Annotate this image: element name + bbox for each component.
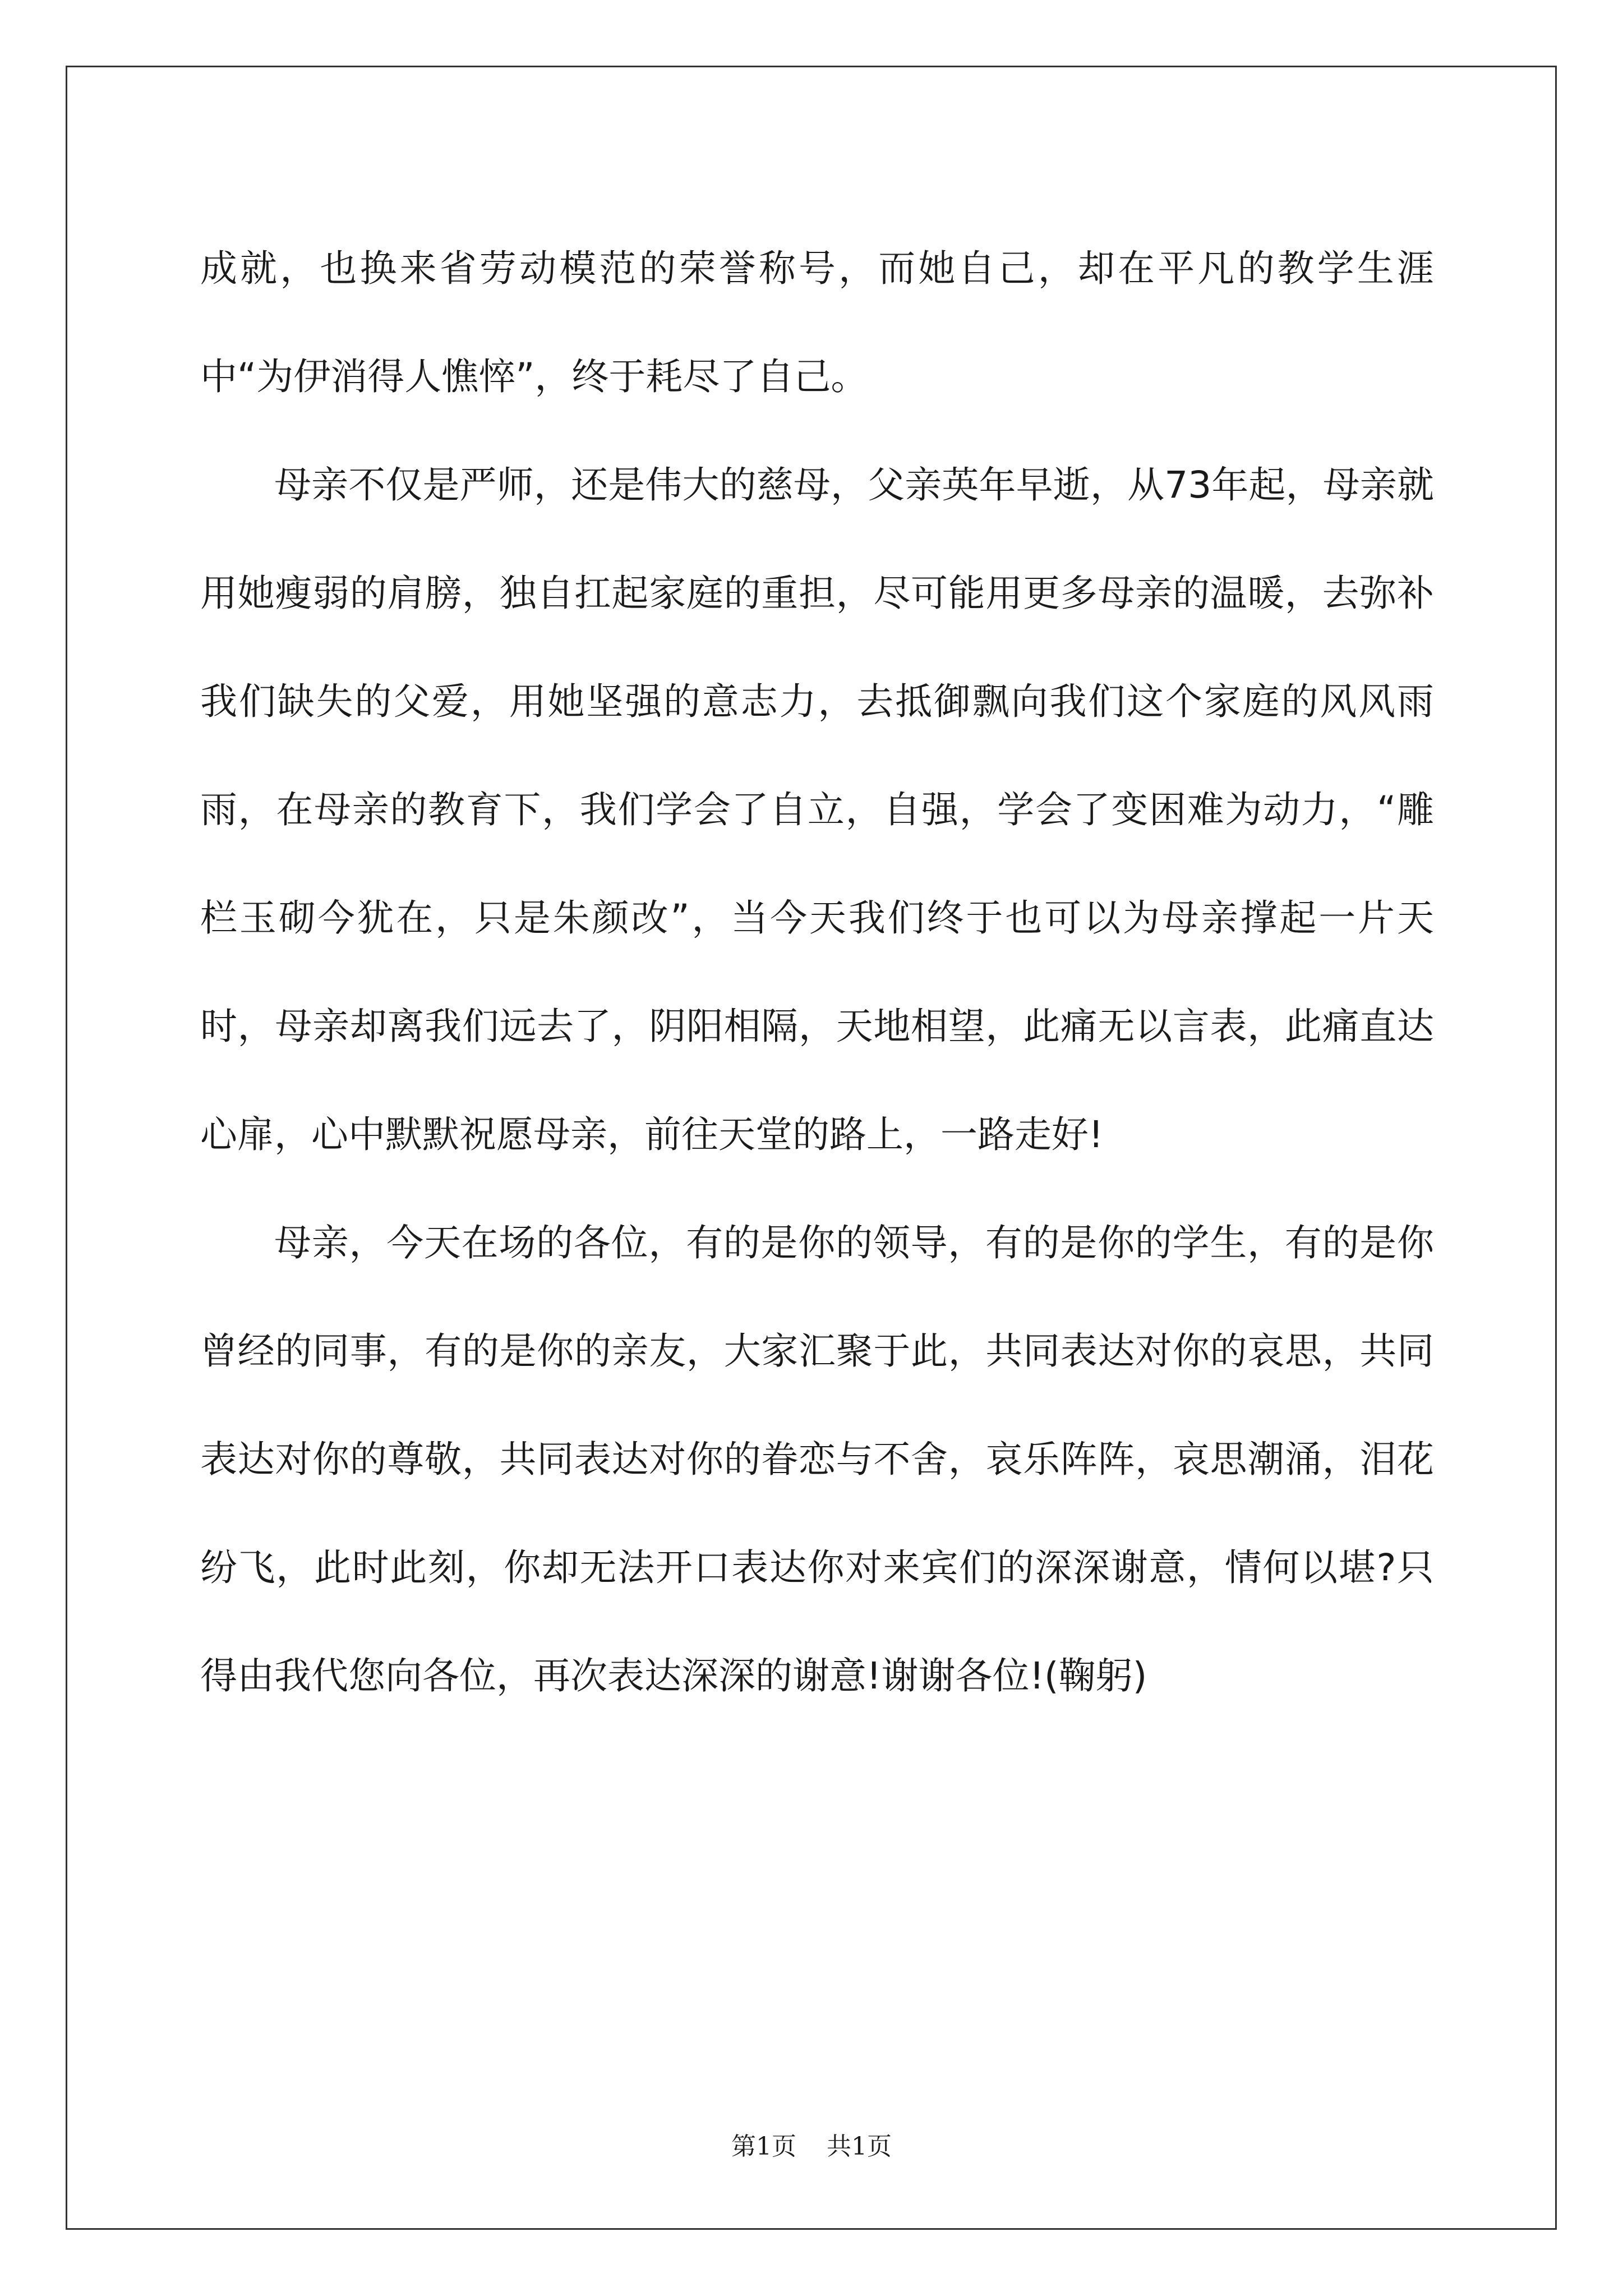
paragraph-3: 母亲，今天在场的各位，有的是你的领导，有的是你的学生，有的是你曾经的同事，有的是你的亲友，大家汇聚于此，共同表达对你的哀思，共同表达对你的尊敬，共同表达对你的眷恋与不舍，哀乐阵阵，哀思潮涌，泪花纷飞，此时此刻，你却无法开口表达你对来宾们的深深谢意，情何以堪?只得由我代您向各位，再次表达深深的谢意!谢谢各位!(鞠躬) bbox=[200, 1221, 1434, 1697]
page-footer bbox=[0, 2126, 1623, 2162]
paragraph-1: 成就，也换来省劳动模范的荣誉称号，而她自己，却在平凡的教学生涯中“为伊消得人憔悴”，终于耗尽了自己。 bbox=[200, 247, 1434, 398]
paragraph-2: 母亲不仅是严师，还是伟大的慈母，父亲英年早逝，从73年起，母亲就用她瘦弱的肩膀，独自扛起家庭的重担，尽可能用更多母亲的温暖，去弥补我们缺失的父爱，用她坚强的意志力，去抵御飘向我们这个家庭的风风雨雨，在母亲的教育下，我们学会了自立，自强，学会了变困难为动力，“雕栏玉砌今犹在，只是朱颜改”，当今天我们终于也可以为母亲撑起一片天时，母亲却离我们远去了，阴阳相隔，天地相望，此痛无以言表，此痛直达心扉，心中默默祝愿母亲，前往天堂的路上，一路走好! bbox=[200, 463, 1434, 1156]
document-body bbox=[200, 214, 1434, 1730]
page-number: 第1页 bbox=[731, 2132, 796, 2161]
page-total: 共1页 bbox=[827, 2132, 892, 2161]
